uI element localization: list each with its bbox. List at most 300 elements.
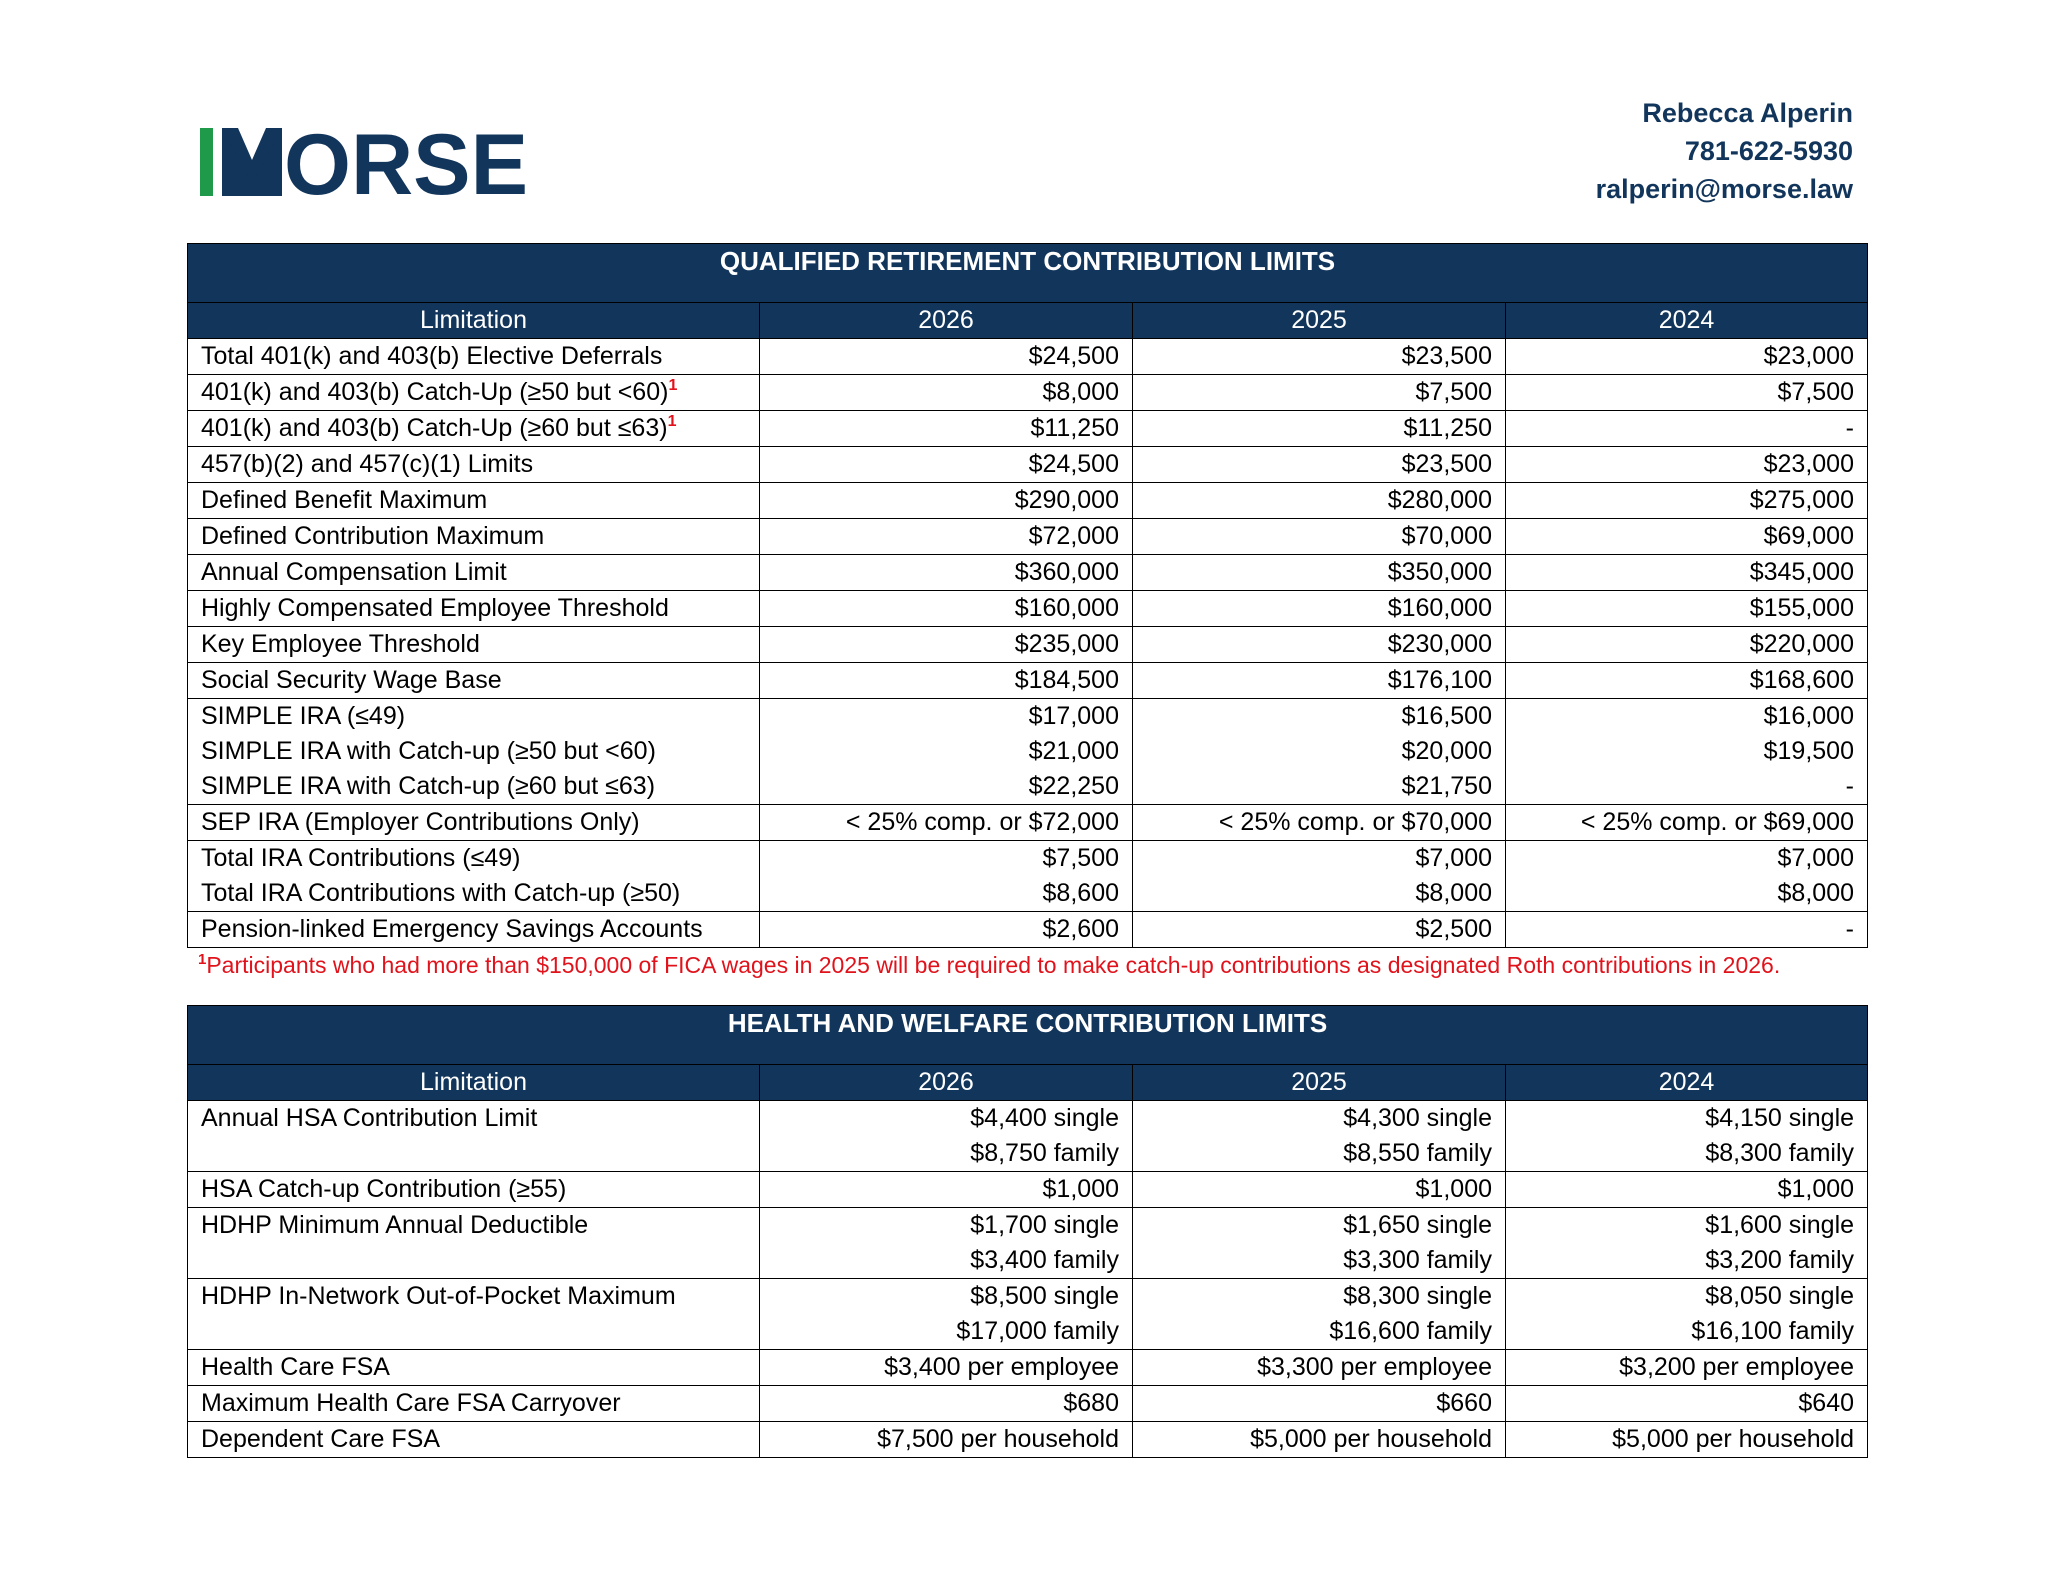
limitation-label: Annual HSA Contribution Limit <box>201 1104 538 1132</box>
limitation-label <box>201 447 746 482</box>
value-cell-2025 <box>1133 1172 1506 1208</box>
value-text: $17,000 <box>1028 702 1119 730</box>
limit-value <box>1519 411 1854 446</box>
limitation-label <box>201 375 746 410</box>
qualified-header-2026: 2026 <box>760 303 1133 339</box>
value-text: $350,000 <box>1387 558 1492 586</box>
value-text: $176,100 <box>1387 666 1492 694</box>
value-cell-2025 <box>1133 483 1506 519</box>
value-text: $275,000 <box>1749 486 1854 514</box>
table-row <box>188 1208 1868 1279</box>
table-row <box>188 1386 1868 1422</box>
limit-value: $8,750 family <box>970 1139 1119 1167</box>
value-cell-2024 <box>1506 1350 1868 1386</box>
logo-green-bar <box>200 128 213 196</box>
label-text: SIMPLE IRA with Catch-up (≥50 but <60) <box>201 737 656 765</box>
limit-value <box>1146 339 1492 374</box>
health-header-limitation: Limitation <box>188 1065 760 1101</box>
footnote-ref: 1 <box>667 413 677 430</box>
limit-value: $1,700 single <box>970 1211 1119 1239</box>
limit-value: $5,000 per household <box>1612 1425 1855 1453</box>
value-text: $160,000 <box>1014 594 1119 622</box>
limit-value <box>1519 447 1854 482</box>
table-row <box>188 591 1868 627</box>
table-row <box>188 375 1868 411</box>
label-text: Total IRA Contributions with Catch-up (≥50) <box>201 879 681 907</box>
value-cell-2026 <box>760 1279 1133 1350</box>
limit-value <box>1146 805 1492 840</box>
table-row <box>188 663 1868 699</box>
value-text: $8,000 <box>1415 879 1492 907</box>
value-text: $7,000 <box>1415 844 1492 872</box>
limit-value: $640 <box>1798 1389 1855 1417</box>
limit-value <box>1519 734 1854 769</box>
limit-value <box>773 591 1119 626</box>
limit-value <box>1146 627 1492 662</box>
limit-value: $3,300 family <box>1343 1246 1492 1274</box>
limit-value <box>1519 663 1854 698</box>
limitation-cell <box>188 555 760 591</box>
limit-value <box>1146 769 1492 804</box>
limitation-label: Dependent Care FSA <box>201 1425 441 1453</box>
value-cell-2026 <box>760 841 1133 912</box>
value-text: - <box>1845 915 1854 943</box>
label-text: Annual Compensation Limit <box>201 558 507 586</box>
value-cell-2025 <box>1133 1350 1506 1386</box>
limit-value <box>1519 483 1854 518</box>
table-row <box>188 519 1868 555</box>
value-text: < 25% comp. or $72,000 <box>845 808 1119 836</box>
value-cell-2025 <box>1133 805 1506 841</box>
value-cell-2024 <box>1506 1172 1868 1208</box>
limit-value <box>1519 591 1854 626</box>
table-row <box>188 699 1868 805</box>
limitation-label <box>201 339 746 374</box>
limitation-label <box>201 591 746 626</box>
limit-value <box>773 555 1119 590</box>
limit-value <box>773 912 1119 947</box>
limit-value <box>1519 912 1854 947</box>
value-cell-2026 <box>760 663 1133 699</box>
limit-value <box>773 447 1119 482</box>
value-text: $23,500 <box>1401 342 1492 370</box>
limit-value <box>1519 841 1854 876</box>
limit-value <box>773 841 1119 876</box>
limitation-cell <box>188 519 760 555</box>
value-cell-2026 <box>760 339 1133 375</box>
health-header-2025: 2025 <box>1133 1065 1506 1101</box>
limitation-cell <box>188 1279 760 1350</box>
value-text: $8,600 <box>1042 879 1119 907</box>
limitation-cell <box>188 1101 760 1172</box>
label-text: Social Security Wage Base <box>201 666 502 694</box>
value-cell-2026 <box>760 627 1133 663</box>
limit-value: $3,400 per employee <box>884 1353 1119 1381</box>
value-cell-2026 <box>760 1350 1133 1386</box>
table-row <box>188 447 1868 483</box>
value-cell-2024 <box>1506 699 1868 805</box>
table-row <box>188 1172 1868 1208</box>
limitation-label <box>201 912 746 947</box>
limit-value <box>1146 699 1492 734</box>
limit-value <box>773 734 1119 769</box>
limitation-cell <box>188 1208 760 1279</box>
limit-value: $680 <box>1063 1389 1119 1417</box>
contact-email[interactable]: ralperin@morse.law <box>1595 174 1853 204</box>
value-text: $23,500 <box>1401 450 1492 478</box>
footnote-text: Participants who had more than $150,000 of FICA wages in 2025 will be required to make catch-up contributions as designated Roth contributions in 2026. <box>206 952 1781 978</box>
limitation-cell <box>188 447 760 483</box>
value-text: $220,000 <box>1749 630 1854 658</box>
limitation-cell <box>188 339 760 375</box>
value-cell-2026 <box>760 1422 1133 1458</box>
limit-value: $1,600 single <box>1705 1211 1855 1239</box>
qualified-header-limitation: Limitation <box>188 303 760 339</box>
table-row <box>188 805 1868 841</box>
value-cell-2024 <box>1506 805 1868 841</box>
limit-value: $8,300 family <box>1705 1139 1855 1167</box>
limit-value <box>773 375 1119 410</box>
value-text: $2,500 <box>1415 915 1492 943</box>
limit-value <box>1519 375 1854 410</box>
limit-value <box>1146 447 1492 482</box>
value-text: $23,000 <box>1763 342 1854 370</box>
label-text: Pension-linked Emergency Savings Accounts <box>201 915 703 943</box>
value-cell-2025 <box>1133 627 1506 663</box>
limitation-label <box>201 734 746 769</box>
value-cell-2024 <box>1506 841 1868 912</box>
limit-value: $8,050 single <box>1705 1282 1855 1310</box>
limitation-cell <box>188 841 760 912</box>
value-cell-2025 <box>1133 841 1506 912</box>
limit-value: $3,300 per employee <box>1257 1353 1492 1381</box>
limit-value: $3,200 family <box>1705 1246 1855 1274</box>
limitation-label <box>201 519 746 554</box>
limit-value: $8,500 single <box>970 1282 1119 1310</box>
value-cell-2024 <box>1506 1279 1868 1350</box>
value-cell-2025 <box>1133 663 1506 699</box>
label-text: Key Employee Threshold <box>201 630 480 658</box>
contact-phone[interactable]: 781-622-5930 <box>1684 136 1853 166</box>
value-text: $8,000 <box>1042 378 1119 406</box>
label-text: 401(k) and 403(b) Catch-Up (≥60 but ≤63) <box>201 414 668 442</box>
limitation-label <box>201 699 746 734</box>
limitation-cell <box>188 483 760 519</box>
value-cell-2025 <box>1133 375 1506 411</box>
limit-value <box>1519 769 1854 804</box>
limitation-cell <box>188 912 760 948</box>
value-cell-2024 <box>1506 591 1868 627</box>
value-cell-2025 <box>1133 555 1506 591</box>
value-text: $184,500 <box>1014 666 1119 694</box>
value-text: $22,250 <box>1028 772 1119 800</box>
limit-value <box>1146 519 1492 554</box>
label-text: SEP IRA (Employer Contributions Only) <box>201 808 640 836</box>
value-cell-2024 <box>1506 339 1868 375</box>
limitation-label <box>201 663 746 698</box>
value-cell-2026 <box>760 375 1133 411</box>
limit-value <box>1519 555 1854 590</box>
limit-value <box>773 339 1119 374</box>
limit-value <box>1146 411 1492 446</box>
value-cell-2025 <box>1133 339 1506 375</box>
health-header-2026: 2026 <box>760 1065 1133 1101</box>
value-cell-2026 <box>760 805 1133 841</box>
value-text: $345,000 <box>1749 558 1854 586</box>
value-cell-2026 <box>760 1208 1133 1279</box>
label-text: Defined Contribution Maximum <box>201 522 545 550</box>
value-text: $7,500 <box>1777 378 1854 406</box>
value-text: - <box>1845 414 1854 442</box>
value-text: $235,000 <box>1014 630 1119 658</box>
limitation-cell <box>188 375 760 411</box>
limitation-label <box>201 769 746 804</box>
value-cell-2026 <box>760 411 1133 447</box>
value-cell-2024 <box>1506 447 1868 483</box>
value-text: $19,500 <box>1763 737 1854 765</box>
table-row <box>188 912 1868 948</box>
value-cell-2024 <box>1506 663 1868 699</box>
limit-value: $8,550 family <box>1343 1139 1492 1167</box>
limit-value <box>1519 805 1854 840</box>
label-text: 401(k) and 403(b) Catch-Up (≥50 but <60) <box>201 378 669 406</box>
value-cell-2025 <box>1133 1422 1506 1458</box>
value-text: $69,000 <box>1763 522 1854 550</box>
limit-value: $8,300 single <box>1343 1282 1492 1310</box>
limit-value <box>773 769 1119 804</box>
limit-value <box>773 411 1119 446</box>
value-cell-2024 <box>1506 483 1868 519</box>
limitation-label <box>201 483 746 518</box>
limit-value <box>773 483 1119 518</box>
value-cell-2024 <box>1506 375 1868 411</box>
value-cell-2026 <box>760 699 1133 805</box>
limit-value <box>1519 699 1854 734</box>
value-text: $11,250 <box>1403 414 1492 442</box>
limitation-cell <box>188 663 760 699</box>
table-row <box>188 841 1868 912</box>
table-row <box>188 483 1868 519</box>
limit-value <box>1146 912 1492 947</box>
table-row <box>188 411 1868 447</box>
value-cell-2024 <box>1506 411 1868 447</box>
value-text: $280,000 <box>1387 486 1492 514</box>
value-cell-2025 <box>1133 411 1506 447</box>
value-text: $168,600 <box>1749 666 1854 694</box>
table-row <box>188 1350 1868 1386</box>
health-header-2024: 2024 <box>1506 1065 1868 1101</box>
value-cell-2024 <box>1506 1208 1868 1279</box>
label-text: Total 401(k) and 403(b) Elective Deferrals <box>201 342 663 370</box>
limitation-label: HDHP In-Network Out-of-Pocket Maximum <box>201 1282 676 1310</box>
limitation-cell <box>188 1350 760 1386</box>
limit-value: $7,500 per household <box>877 1425 1119 1453</box>
limit-value <box>773 876 1119 911</box>
limitation-label <box>201 805 746 840</box>
value-text: $20,000 <box>1401 737 1492 765</box>
limit-value <box>1146 734 1492 769</box>
label-text: SIMPLE IRA (≤49) <box>201 702 406 730</box>
morse-logo <box>200 126 530 198</box>
value-text: $24,500 <box>1028 342 1119 370</box>
table-row <box>188 1101 1868 1172</box>
value-cell-2026 <box>760 591 1133 627</box>
value-cell-2025 <box>1133 1208 1506 1279</box>
limit-value <box>773 805 1119 840</box>
limitation-label <box>201 555 746 590</box>
value-text: $16,000 <box>1763 702 1854 730</box>
label-text: Defined Benefit Maximum <box>201 486 488 514</box>
value-text: $230,000 <box>1387 630 1492 658</box>
limit-value <box>1146 841 1492 876</box>
health-welfare-table <box>187 1005 1868 1458</box>
label-text: Total IRA Contributions (≤49) <box>201 844 521 872</box>
value-cell-2024 <box>1506 1422 1868 1458</box>
value-cell-2026 <box>760 519 1133 555</box>
value-cell-2026 <box>760 483 1133 519</box>
value-cell-2025 <box>1133 699 1506 805</box>
limit-value: $4,400 single <box>970 1104 1119 1132</box>
limit-value <box>1146 591 1492 626</box>
limit-value: $4,150 single <box>1705 1104 1855 1132</box>
limit-value <box>1146 876 1492 911</box>
table-row <box>188 1279 1868 1350</box>
limit-value <box>1146 555 1492 590</box>
value-cell-2025 <box>1133 1101 1506 1172</box>
value-cell-2026 <box>760 555 1133 591</box>
value-cell-2024 <box>1506 519 1868 555</box>
limit-value <box>1146 483 1492 518</box>
limit-value <box>773 699 1119 734</box>
footnote-marker: 1 <box>198 951 207 968</box>
limitation-label <box>201 627 746 662</box>
limit-value <box>1519 519 1854 554</box>
value-text: $16,500 <box>1401 702 1492 730</box>
value-text: $8,000 <box>1777 879 1854 907</box>
limitation-cell <box>188 627 760 663</box>
value-cell-2025 <box>1133 1386 1506 1422</box>
limitation-label: Maximum Health Care FSA Carryover <box>201 1389 621 1417</box>
value-cell-2026 <box>760 912 1133 948</box>
value-text: $7,000 <box>1777 844 1854 872</box>
limit-value <box>773 519 1119 554</box>
value-text: $2,600 <box>1042 915 1119 943</box>
value-text: $11,250 <box>1030 414 1119 442</box>
value-cell-2025 <box>1133 912 1506 948</box>
limit-value: $16,600 family <box>1329 1317 1492 1345</box>
qualified-table-title: QUALIFIED RETIREMENT CONTRIBUTION LIMITS <box>188 244 1868 303</box>
value-cell-2026 <box>760 1172 1133 1208</box>
value-cell-2024 <box>1506 555 1868 591</box>
limit-value <box>1146 375 1492 410</box>
table-row <box>188 339 1868 375</box>
limit-value: $16,100 family <box>1691 1317 1855 1345</box>
value-cell-2026 <box>760 1386 1133 1422</box>
value-text: $70,000 <box>1401 522 1492 550</box>
limit-value <box>1519 339 1854 374</box>
value-text: $72,000 <box>1028 522 1119 550</box>
limit-value: $1,000 <box>1415 1175 1492 1203</box>
limitation-label <box>201 876 746 911</box>
limit-value: $660 <box>1436 1389 1492 1417</box>
limitation-cell <box>188 1172 760 1208</box>
limit-value <box>1519 876 1854 911</box>
label-text: SIMPLE IRA with Catch-up (≥60 but ≤63) <box>201 772 656 800</box>
value-text: < 25% comp. or $70,000 <box>1218 808 1492 836</box>
value-cell-2024 <box>1506 1386 1868 1422</box>
limitation-cell <box>188 591 760 627</box>
footnote-ref: 1 <box>668 377 678 394</box>
value-cell-2026 <box>760 447 1133 483</box>
qualified-retirement-table <box>187 243 1868 948</box>
limit-value: $4,300 single <box>1343 1104 1492 1132</box>
qualified-header-2025: 2025 <box>1133 303 1506 339</box>
limit-value <box>773 627 1119 662</box>
limit-value: $3,200 per employee <box>1619 1353 1855 1381</box>
limit-value: $1,000 <box>1042 1175 1119 1203</box>
value-cell-2025 <box>1133 1279 1506 1350</box>
value-text: $23,000 <box>1763 450 1854 478</box>
limitation-cell <box>188 805 760 841</box>
value-cell-2025 <box>1133 447 1506 483</box>
health-table-title: HEALTH AND WELFARE CONTRIBUTION LIMITS <box>188 1006 1868 1065</box>
table-row <box>188 627 1868 663</box>
contact-name: Rebecca Alperin <box>1642 98 1853 128</box>
limitation-cell <box>188 411 760 447</box>
limitation-label: Health Care FSA <box>201 1353 390 1381</box>
limit-value: $3,400 family <box>970 1246 1119 1274</box>
footnote <box>198 952 1780 979</box>
limit-value <box>773 663 1119 698</box>
value-cell-2024 <box>1506 912 1868 948</box>
health-table-body <box>188 1101 1868 1458</box>
value-text: $21,000 <box>1028 737 1119 765</box>
value-text: $160,000 <box>1387 594 1492 622</box>
value-text: < 25% comp. or $69,000 <box>1580 808 1854 836</box>
logo-wordmark: ORSE <box>284 126 528 198</box>
value-cell-2024 <box>1506 1101 1868 1172</box>
qualified-header-2024: 2024 <box>1506 303 1868 339</box>
limit-value: $5,000 per household <box>1250 1425 1492 1453</box>
contact-block <box>1596 94 1853 208</box>
value-cell-2026 <box>760 1101 1133 1172</box>
value-cell-2025 <box>1133 519 1506 555</box>
limitation-label <box>201 841 746 876</box>
value-text: $7,500 <box>1042 844 1119 872</box>
value-text: $290,000 <box>1014 486 1119 514</box>
limit-value <box>1519 627 1854 662</box>
limitation-label <box>201 411 746 446</box>
limit-value: $17,000 family <box>956 1317 1119 1345</box>
table-row <box>188 555 1868 591</box>
limitation-cell <box>188 1386 760 1422</box>
value-text: $7,500 <box>1415 378 1492 406</box>
table-row <box>188 1422 1868 1458</box>
limitation-label: HDHP Minimum Annual Deductible <box>201 1211 589 1239</box>
label-text: Highly Compensated Employee Threshold <box>201 594 669 622</box>
value-text: $21,750 <box>1401 772 1492 800</box>
qualified-table-body <box>188 339 1868 948</box>
limit-value: $1,650 single <box>1343 1211 1492 1239</box>
value-text: $360,000 <box>1014 558 1119 586</box>
value-text: - <box>1845 772 1854 800</box>
label-text: 457(b)(2) and 457(c)(1) Limits <box>201 450 534 478</box>
limitation-cell <box>188 1422 760 1458</box>
value-cell-2025 <box>1133 591 1506 627</box>
limit-value <box>1146 663 1492 698</box>
value-text: $24,500 <box>1028 450 1119 478</box>
limitation-label: HSA Catch-up Contribution (≥55) <box>201 1175 567 1203</box>
